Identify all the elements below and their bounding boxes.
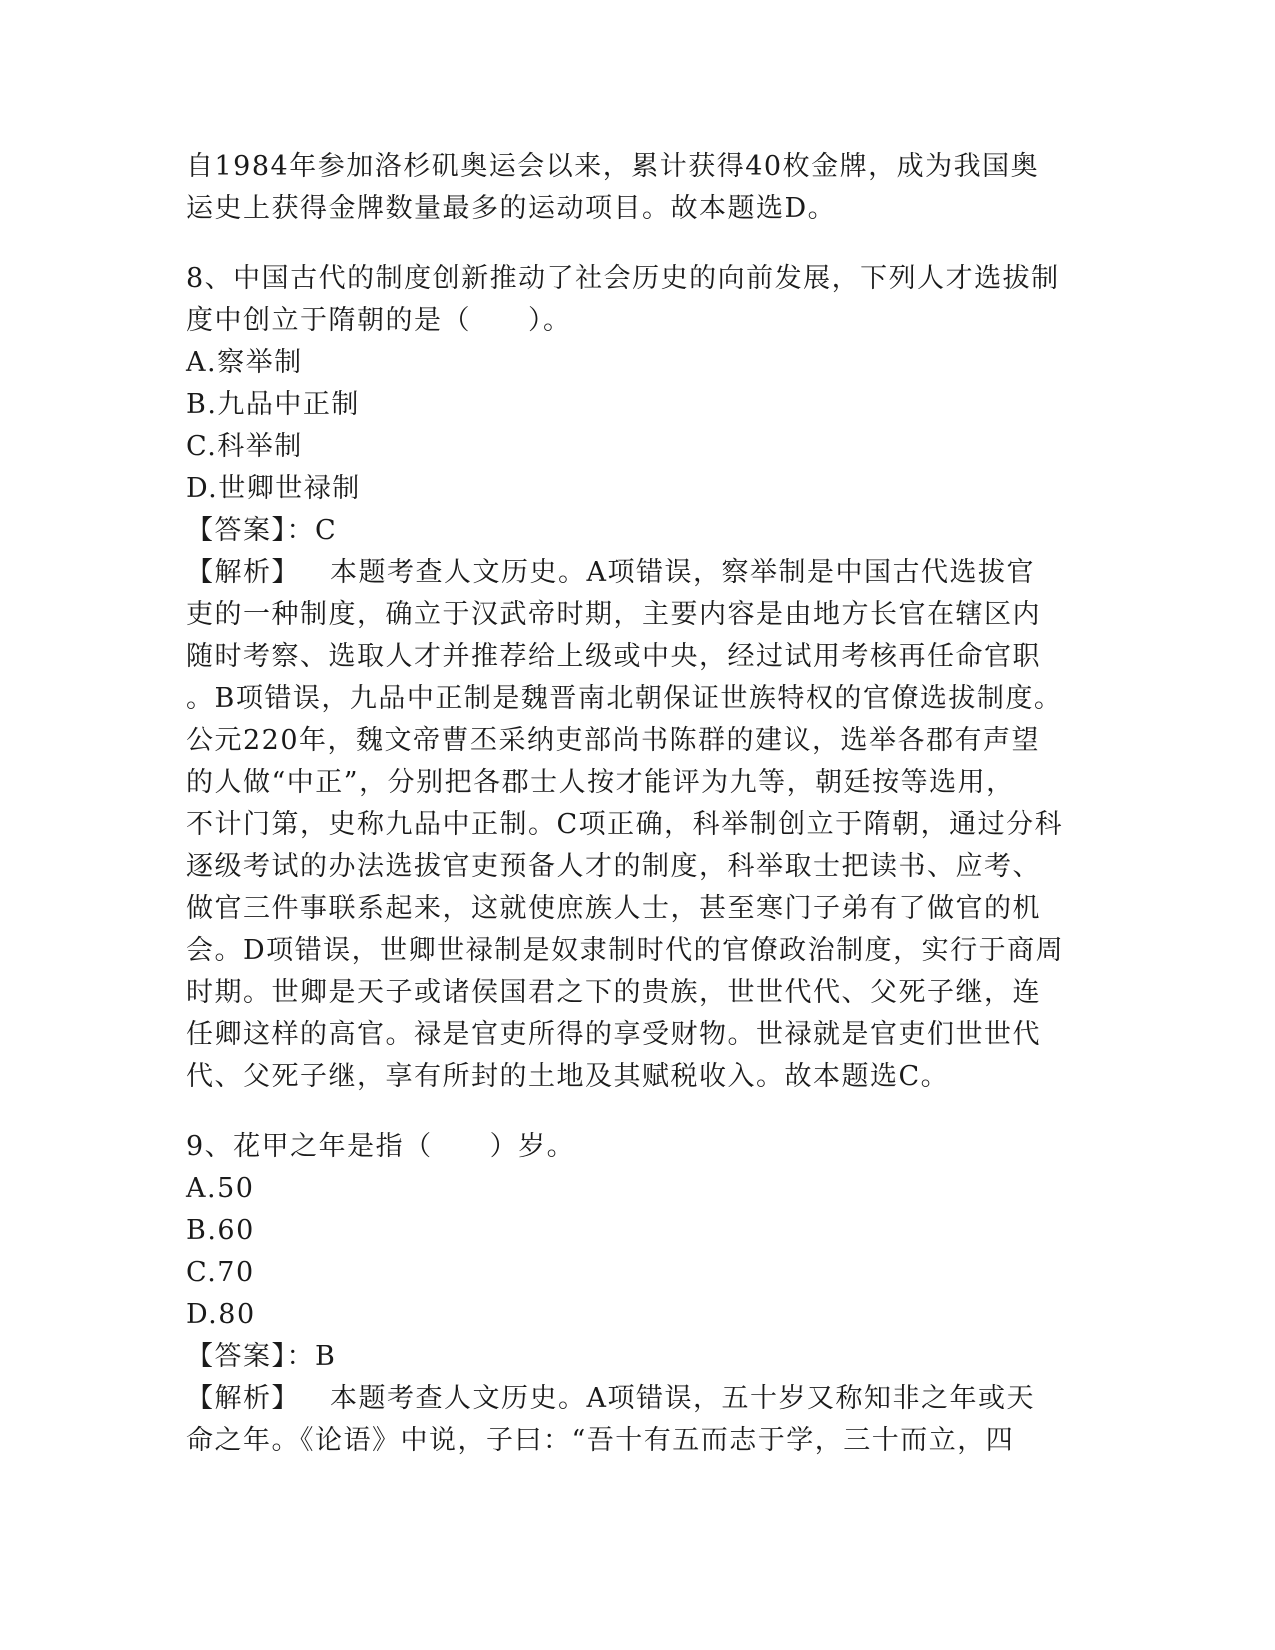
explanation-text: 本题考查人文历史。A项错误，五十岁又称知非之年或天 xyxy=(330,1383,1035,1414)
option-b: B.九品中正制 xyxy=(186,389,360,420)
explanation-line: 任卿这样的高官。禄是官吏所得的享受财物。世禄就是官吏们世世代 xyxy=(186,1019,1041,1050)
explanation-line: 命之年。《论语》中说，子曰：“吾十有五而志于学，三十而立，四 xyxy=(186,1425,1015,1456)
answer-label: 【答案】： xyxy=(186,515,315,546)
explanation-line: 。B项错误，九品中正制是魏晋南北朝保证世族特权的官僚选拔制度。 xyxy=(186,683,1063,714)
text-line: 自1984年参加洛杉矶奥运会以来，累计获得40枚金牌，成为我国奥 xyxy=(186,151,1040,182)
option-a: A.察举制 xyxy=(186,347,303,378)
explanation-first-line xyxy=(186,552,1086,594)
explanation-line: 做官三件事联系起来，这就使庶族人士，甚至寒门子弟有了做官的机 xyxy=(186,893,1041,924)
option-d: D.世卿世禄制 xyxy=(186,473,361,504)
explanation-line: 公元220年，魏文帝曹丕采纳吏部尚书陈群的建议，选举各郡有声望 xyxy=(186,725,1041,756)
option-d: D.80 xyxy=(186,1299,256,1330)
option-c: C.70 xyxy=(186,1257,255,1288)
prev-explanation xyxy=(186,146,1086,230)
answer-line xyxy=(186,510,1086,552)
option-b: B.60 xyxy=(186,1215,255,1246)
explanation-label: 【解析】 xyxy=(186,1383,300,1414)
question-8 xyxy=(186,258,1086,1098)
answer-label: 【答案】： xyxy=(186,1341,315,1372)
explanation-label: 【解析】 xyxy=(186,557,300,588)
explanation-line: 会。D项错误，世卿世禄制是奴隶制时代的官僚政治制度，实行于商周 xyxy=(186,935,1065,966)
option-a: A.50 xyxy=(186,1173,255,1204)
explanation-line: 时期。世卿是天子或诸侯国君之下的贵族，世世代代、父死子继，连 xyxy=(186,977,1041,1008)
option-c: C.科举制 xyxy=(186,431,303,462)
answer-value: C xyxy=(315,515,338,546)
explanation-line: 的人做“中正”，分别把各郡士人按才能评为九等，朝廷按等选用， xyxy=(186,767,1015,798)
question-stem-line: 8、中国古代的制度创新推动了社会历史的向前发展，下列人才选拔制 xyxy=(186,263,1060,294)
answer-value: B xyxy=(315,1341,337,1372)
question-9 xyxy=(186,1126,1086,1462)
question-stem-line: 度中创立于隋朝的是（ ）。 xyxy=(186,305,572,336)
explanation-line: 不计门第，史称九品中正制。C项正确，科举制创立于隋朝，通过分科 xyxy=(186,809,1064,840)
question-stem-line: 9、花甲之年是指（ ）岁。 xyxy=(186,1131,576,1162)
document-page xyxy=(186,146,1086,1462)
answer-line xyxy=(186,1336,1086,1378)
explanation-line: 代、父死子继，享有所封的土地及其赋税收入。故本题选C。 xyxy=(186,1061,950,1092)
explanation-first-line xyxy=(186,1378,1086,1420)
explanation-text: 本题考查人文历史。A项错误，察举制是中国古代选拔官 xyxy=(330,557,1035,588)
explanation-line: 逐级考试的办法选拔官吏预备人才的制度，科举取士把读书、应考、 xyxy=(186,851,1041,882)
explanation-line: 吏的一种制度，确立于汉武帝时期，主要内容是由地方长官在辖区内 xyxy=(186,599,1041,630)
explanation-line: 随时考察、选取人才并推荐给上级或中央，经过试用考核再任命官职 xyxy=(186,641,1041,672)
text-line: 运史上获得金牌数量最多的运动项目。故本题选D。 xyxy=(186,193,837,224)
